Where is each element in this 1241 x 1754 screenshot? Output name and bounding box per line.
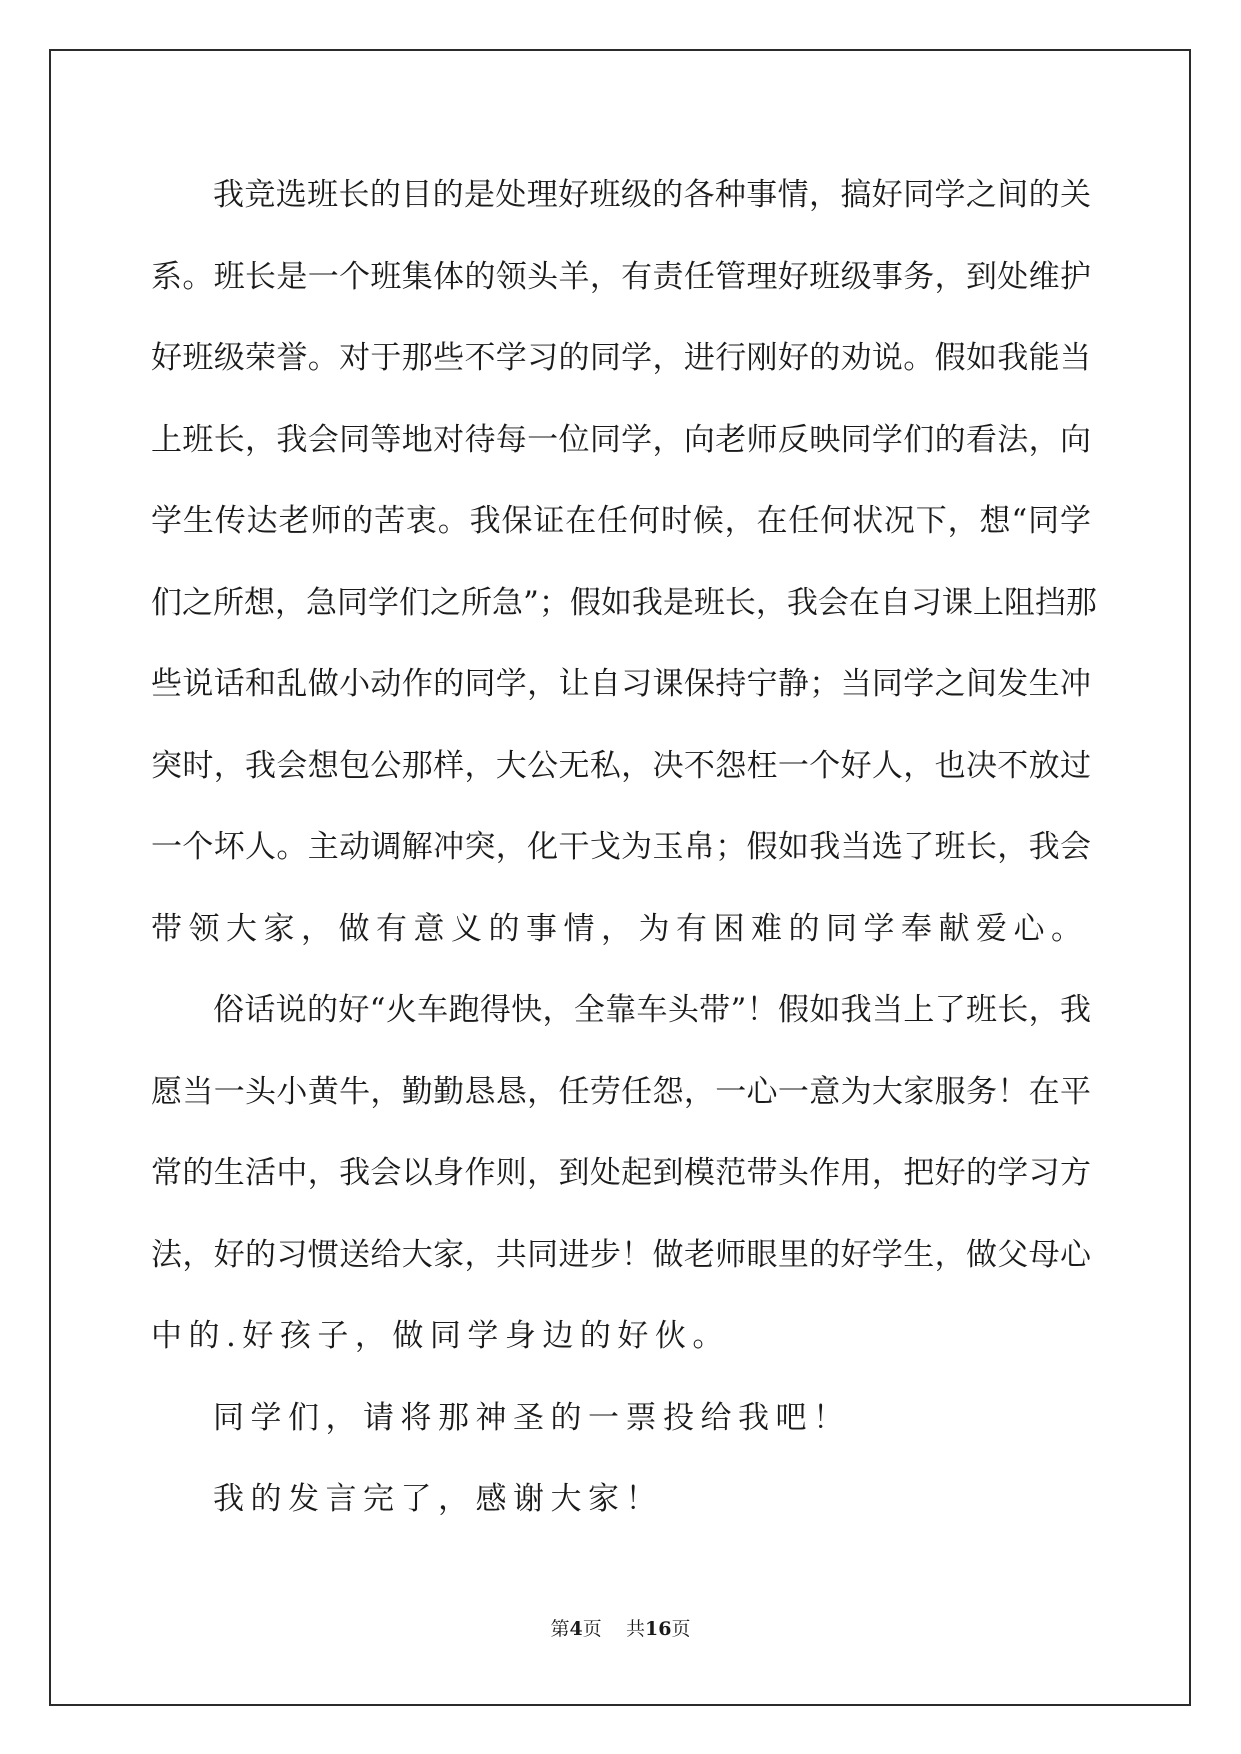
page-number: 4	[569, 1618, 583, 1640]
document-body	[151, 155, 1097, 1541]
paragraph-3: 同学们，请将那神圣的一票投给我吧！	[213, 1399, 851, 1436]
paragraph-2-line-1: 俗话说的好“火车跑得快，全靠车头带”！假如我当上了班长，我	[213, 992, 1091, 1028]
paragraph-1-line-6: 们之所想，急同学们之所急”；假如我是班长，我会在自习课上阻挡那	[151, 584, 1097, 621]
paragraph-1-line-2: 系。班长是一个班集体的领头羊，有责任管理好班级事务，到处维护	[151, 258, 1091, 295]
paragraph-1-line-9: 一个坏人。主动调解冲突，化干戈为玉帛；假如我当选了班长，我会	[151, 829, 1091, 865]
paragraph-1-line-10: 带领大家，做有意义的事情，为有困难的同学奉献爱心。	[151, 910, 1089, 947]
page-footer	[0, 1614, 1241, 1641]
total-pages: 16	[644, 1618, 672, 1640]
page-suffix: 页	[582, 1618, 602, 1640]
total-suffix: 页	[671, 1618, 691, 1640]
paragraph-1-line-3: 好班级荣誉。对于那些不学习的同学，进行刚好的劝说。假如我能当	[151, 340, 1091, 376]
total-prefix: 共	[625, 1618, 645, 1640]
paragraph-1-line-4: 上班长，我会同等地对待每一位同学，向老师反映同学们的看法，向	[151, 421, 1091, 458]
paragraph-1-line-1: 我竞选班长的目的是处理好班级的各种事情，搞好同学之间的关	[213, 177, 1091, 213]
paragraph-2-line-2: 愿当一头小黄牛，勤勤恳恳，任劳任怨，一心一意为大家服务！在平	[151, 1073, 1091, 1110]
paragraph-4: 我的发言完了，感谢大家！	[213, 1481, 663, 1517]
paragraph-1-line-8: 突时，我会想包公那样，大公无私，决不怨枉一个好人，也决不放过	[151, 747, 1091, 784]
paragraph-2-line-5: 中的.好孩子，做同学身边的好伙。	[151, 1318, 730, 1354]
paragraph-2-line-3: 常的生活中，我会以身作则，到处起到模范带头作用，把好的学习方	[151, 1155, 1091, 1191]
paragraph-1-line-5: 学生传达老师的苦衷。我保证在任何时候，在任何状况下，想“同学	[151, 503, 1091, 539]
page-prefix: 第	[550, 1618, 570, 1640]
paragraph-1-line-7: 些说话和乱做小动作的同学，让自习课保持宁静；当同学之间发生冲	[151, 666, 1091, 702]
paragraph-2-line-4: 法，好的习惯送给大家，共同进步！做老师眼里的好学生，做父母心	[151, 1236, 1091, 1273]
